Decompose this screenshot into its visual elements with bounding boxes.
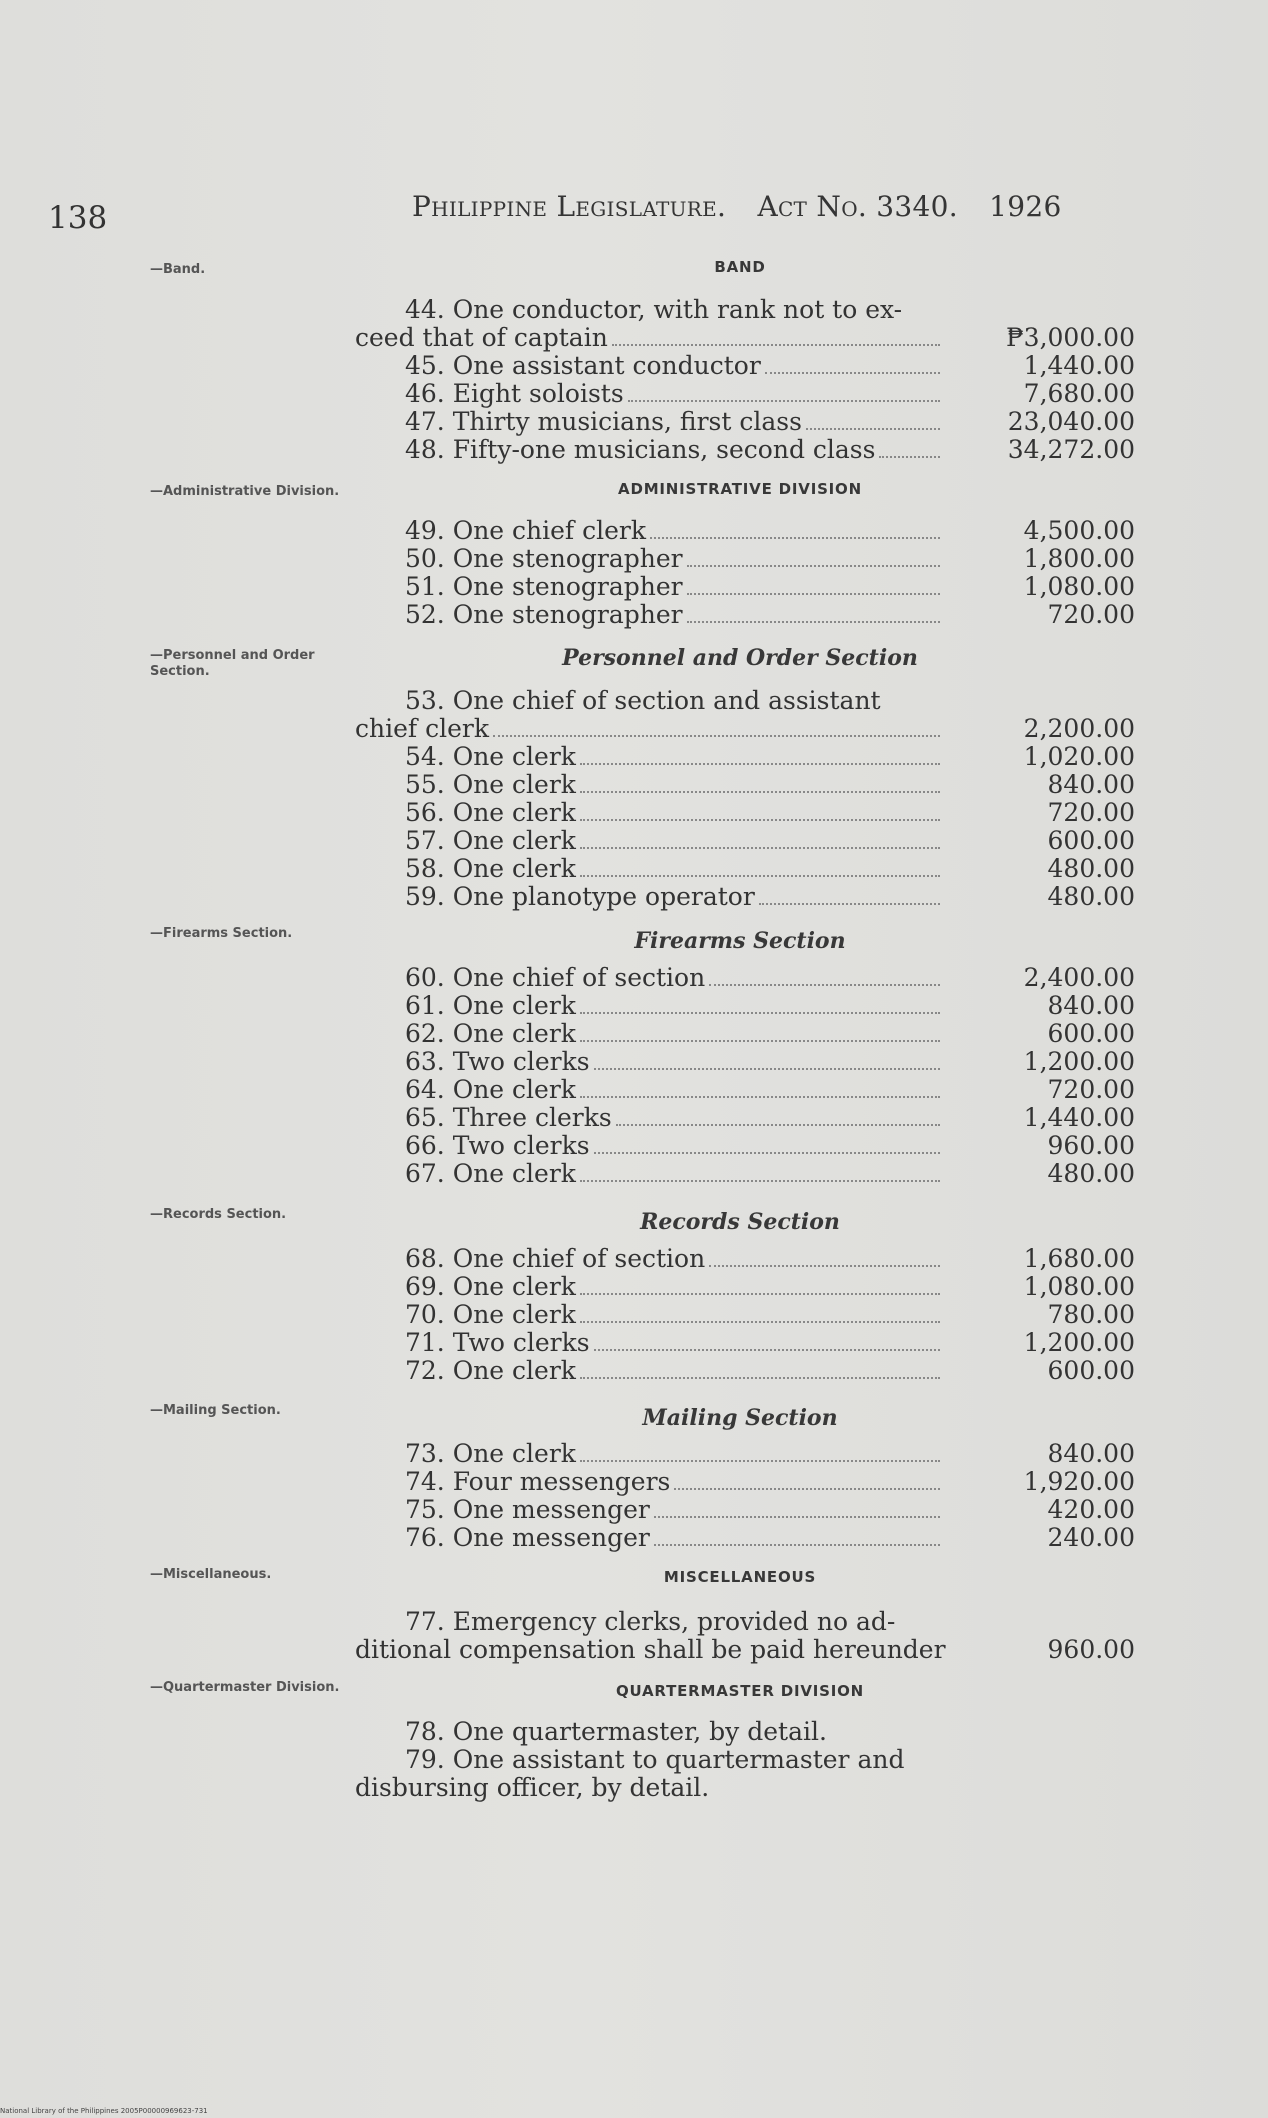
item-label: 71. Two clerks — [405, 1328, 590, 1357]
item-label: 62. One clerk — [405, 1019, 576, 1048]
item-amount: 780.00 — [1047, 1300, 1135, 1329]
line-item — [355, 827, 1135, 855]
item-amount: 480.00 — [1047, 854, 1135, 883]
margin-note: —Miscellaneous. — [150, 1567, 272, 1582]
section-heading: QUARTERMASTER DIVISION — [615, 1682, 865, 1700]
item-amount: 1,440.00 — [1023, 351, 1135, 380]
line-item — [355, 1329, 1135, 1357]
section-heading: BAND — [714, 258, 766, 276]
dot-leader — [628, 398, 940, 402]
item-label: 67. One clerk — [405, 1159, 576, 1188]
section-heading: ADMINISTRATIVE DIVISION — [618, 480, 862, 498]
item-label-continued: ceed that of captain — [355, 323, 608, 352]
item-amount: 1,440.00 — [1023, 1103, 1135, 1132]
dot-leader — [580, 1319, 940, 1323]
item-label: 72. One clerk — [405, 1356, 576, 1385]
dot-leader — [616, 1122, 940, 1126]
item-label: 47. Thirty musicians, first class — [405, 407, 802, 436]
item-amount: 480.00 — [1047, 1159, 1135, 1188]
item-label: 44. One conductor, with rank not to ex- — [405, 295, 903, 324]
item-label: 77. Emergency clerks, provided no ad- — [405, 1607, 896, 1636]
item-label-continued: chief clerk — [355, 714, 489, 743]
item-label: 54. One clerk — [405, 742, 576, 771]
line-item — [355, 1160, 1135, 1188]
item-label: 78. One quartermaster, by detail. — [405, 1717, 827, 1746]
item-amount: 960.00 — [1047, 1635, 1135, 1664]
dot-leader — [594, 1150, 940, 1154]
item-label: 56. One clerk — [405, 798, 576, 827]
line-item — [355, 1524, 1135, 1552]
item-label: 46. Eight soloists — [405, 379, 624, 408]
item-amount: 1,020.00 — [1023, 742, 1135, 771]
item-line — [355, 1636, 1135, 1664]
line-item — [355, 1468, 1135, 1496]
line-item — [355, 601, 1135, 629]
item-label: 53. One chief of section and assistant — [405, 686, 881, 715]
item-line — [355, 296, 1135, 324]
item-amount: 600.00 — [1047, 1019, 1135, 1048]
item-amount: 1,080.00 — [1023, 1272, 1135, 1301]
line-item — [355, 1301, 1135, 1329]
section-heading: Personnel and Order Section — [562, 645, 918, 671]
item-amount: 720.00 — [1047, 1075, 1135, 1104]
section-heading: MISCELLANEOUS — [663, 1568, 817, 1586]
margin-note: —Quartermaster Division. — [150, 1680, 340, 1695]
item-amount: 720.00 — [1047, 600, 1135, 629]
dot-leader — [654, 1542, 940, 1546]
running-head-act: Act No. 3340. — [757, 190, 958, 223]
dot-leader — [654, 1514, 940, 1518]
dot-leader — [765, 370, 940, 374]
margin-note: —Band. — [150, 262, 206, 277]
line-item — [355, 436, 1135, 464]
item-label: 64. One clerk — [405, 1075, 576, 1104]
dot-leader — [806, 426, 940, 430]
line-item — [355, 1076, 1135, 1104]
item-line — [355, 687, 1135, 715]
line-item — [355, 573, 1135, 601]
section-heading: Firearms Section — [634, 928, 846, 954]
dot-leader — [687, 563, 940, 567]
item-amount: 840.00 — [1047, 770, 1135, 799]
item-amount: 34,272.00 — [1007, 435, 1135, 464]
item-amount: 600.00 — [1047, 1356, 1135, 1385]
line-item — [355, 1048, 1135, 1076]
item-label: 57. One clerk — [405, 826, 576, 855]
dot-leader — [879, 454, 940, 458]
dot-leader — [580, 1094, 940, 1098]
dot-leader — [580, 1178, 940, 1182]
item-label: 55. One clerk — [405, 770, 576, 799]
item-label: 58. One clerk — [405, 854, 576, 883]
item-label: 73. One clerk — [405, 1439, 576, 1468]
line-item — [355, 992, 1135, 1020]
dot-leader — [687, 591, 940, 595]
item-label-continued: ditional compensation shall be paid hereunder — [355, 1635, 946, 1664]
line-item — [355, 964, 1135, 992]
section-heading: Records Section — [640, 1209, 840, 1235]
item-label: 51. One stenographer — [405, 572, 683, 601]
section-heading: Mailing Section — [642, 1405, 838, 1431]
item-label: 65. Three clerks — [405, 1103, 612, 1132]
item-line — [355, 1774, 1135, 1802]
line-item — [355, 855, 1135, 883]
item-label: 61. One clerk — [405, 991, 576, 1020]
line-item — [355, 517, 1135, 545]
item-amount: 1,200.00 — [1023, 1328, 1135, 1357]
item-label: 48. Fifty-one musicians, second class — [405, 435, 876, 464]
item-amount: 23,040.00 — [1007, 407, 1135, 436]
item-amount: 1,920.00 — [1023, 1467, 1135, 1496]
line-item — [355, 799, 1135, 827]
line-item — [355, 352, 1135, 380]
item-line — [355, 324, 1135, 352]
item-label: 52. One stenographer — [405, 600, 683, 629]
item-label: 70. One clerk — [405, 1300, 576, 1329]
item-amount: 840.00 — [1047, 1439, 1135, 1468]
item-amount: 2,200.00 — [1023, 714, 1135, 743]
dot-leader — [650, 535, 940, 539]
line-item — [355, 1718, 1135, 1746]
item-label: 60. One chief of section — [405, 963, 706, 992]
item-label: 50. One stenographer — [405, 544, 683, 573]
line-item — [355, 883, 1135, 911]
margin-note: —Administrative Division. — [150, 484, 340, 499]
item-amount: 1,800.00 — [1023, 544, 1135, 573]
item-label: 45. One assistant conductor — [405, 351, 761, 380]
item-amount: 7,680.00 — [1023, 379, 1135, 408]
item-line — [355, 1746, 1135, 1774]
dot-leader — [674, 1486, 940, 1490]
item-amount: 480.00 — [1047, 882, 1135, 911]
margin-note: —Mailing Section. — [150, 1403, 281, 1418]
item-amount: 1,200.00 — [1023, 1047, 1135, 1076]
dot-leader — [580, 845, 940, 849]
dot-leader — [687, 619, 940, 623]
dot-leader — [580, 789, 940, 793]
line-item — [355, 408, 1135, 436]
dot-leader — [580, 761, 940, 765]
item-label: 69. One clerk — [405, 1272, 576, 1301]
item-amount: 1,680.00 — [1023, 1244, 1135, 1273]
item-label: 63. Two clerks — [405, 1047, 590, 1076]
dot-leader — [493, 733, 940, 737]
dot-leader — [709, 982, 940, 986]
item-label: 66. Two clerks — [405, 1131, 590, 1160]
running-head-publisher: Philippine Legislature. — [412, 190, 727, 223]
line-item — [355, 380, 1135, 408]
item-amount: 420.00 — [1047, 1495, 1135, 1524]
line-item — [355, 743, 1135, 771]
scan-footer: National Library of the Philippines 2005P00000969623-731 — [0, 2107, 208, 2115]
dot-leader — [709, 1263, 940, 1267]
margin-note: —Firearms Section. — [150, 926, 293, 941]
line-item — [355, 1020, 1135, 1048]
dot-leader — [594, 1066, 940, 1070]
dot-leader — [594, 1347, 940, 1351]
dot-leader — [759, 901, 940, 905]
line-item — [355, 771, 1135, 799]
dot-leader — [580, 1458, 940, 1462]
item-amount: 2,400.00 — [1023, 963, 1135, 992]
line-item — [355, 1245, 1135, 1273]
line-item — [355, 1440, 1135, 1468]
dot-leader — [580, 817, 940, 821]
item-label: 79. One assistant to quartermaster and — [405, 1745, 905, 1774]
item-amount: 4,500.00 — [1023, 516, 1135, 545]
running-head — [412, 190, 1092, 223]
item-label: 49. One chief clerk — [405, 516, 647, 545]
item-label: 75. One messenger — [405, 1495, 650, 1524]
dot-leader — [612, 342, 940, 346]
line-item — [355, 1496, 1135, 1524]
line-item — [355, 1104, 1135, 1132]
line-item — [355, 1357, 1135, 1385]
item-amount: 840.00 — [1047, 991, 1135, 1020]
margin-note: —Personnel and Order Section. — [150, 648, 315, 679]
item-amount: 1,080.00 — [1023, 572, 1135, 601]
item-label: 76. One messenger — [405, 1523, 650, 1552]
line-item — [355, 545, 1135, 573]
item-line — [355, 1608, 1135, 1636]
line-item — [355, 1273, 1135, 1301]
margin-note: —Records Section. — [150, 1207, 287, 1222]
dot-leader — [580, 873, 940, 877]
item-label: 68. One chief of section — [405, 1244, 706, 1273]
dot-leader — [580, 1038, 940, 1042]
dot-leader — [580, 1375, 940, 1379]
dot-leader — [580, 1291, 940, 1295]
item-label: 74. Four messengers — [405, 1467, 671, 1496]
running-head-year: 1926 — [989, 190, 1062, 223]
item-amount: 240.00 — [1047, 1523, 1135, 1552]
page-number: 138 — [48, 200, 108, 236]
dot-leader — [580, 1010, 940, 1014]
item-amount: 600.00 — [1047, 826, 1135, 855]
item-amount: 960.00 — [1047, 1131, 1135, 1160]
item-amount: 720.00 — [1047, 798, 1135, 827]
item-label-continued: disbursing officer, by detail. — [355, 1773, 710, 1802]
item-line — [355, 715, 1135, 743]
item-label: 59. One planotype operator — [405, 882, 755, 911]
item-amount: ₱3,000.00 — [1006, 323, 1135, 352]
line-item — [355, 1132, 1135, 1160]
